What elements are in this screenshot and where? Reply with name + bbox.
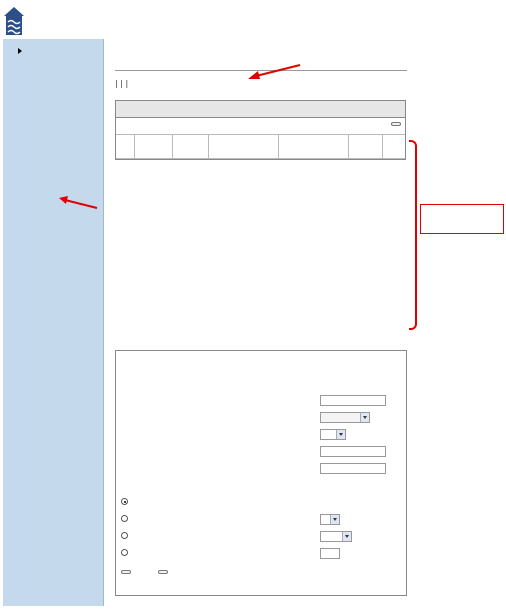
radio-icon — [121, 515, 128, 522]
direction-select[interactable] — [320, 412, 370, 423]
radio-custom-value[interactable] — [121, 548, 130, 558]
ip-address-input[interactable] — [320, 395, 386, 406]
rules-table — [116, 134, 405, 159]
col-destination-port — [278, 135, 348, 159]
create-rule-panel — [115, 350, 407, 596]
ip-precedence-select[interactable] — [320, 514, 340, 525]
radio-icon — [121, 532, 128, 539]
custom-value-input[interactable] — [320, 548, 340, 559]
chevron-down-icon — [360, 413, 369, 422]
triangle-bullet-icon — [18, 48, 22, 54]
annotation-bracket — [409, 140, 417, 330]
annotation-arrow-rules-icon — [244, 62, 304, 82]
radio-selected-icon — [121, 498, 128, 505]
col-dscp — [382, 135, 405, 159]
edgewater-logo — [3, 4, 107, 40]
col-protocol — [348, 135, 382, 159]
rules-select-bar — [116, 118, 405, 134]
radio-expedited-forwarding[interactable] — [121, 497, 130, 507]
annotation-arrow-advanced-icon — [57, 193, 99, 213]
destination-port-input[interactable] — [320, 463, 386, 474]
reset-button[interactable] — [158, 570, 168, 574]
chevron-down-icon — [336, 430, 345, 439]
col-ip-address — [172, 135, 208, 159]
config-sidebar — [3, 39, 104, 606]
col-source-port — [208, 135, 278, 159]
subnav: | | | — [115, 79, 129, 88]
col-select — [116, 135, 134, 159]
col-direction — [134, 135, 172, 159]
assured-forwarding-select[interactable] — [320, 531, 352, 542]
delete-button[interactable] — [391, 122, 401, 126]
rules-title — [116, 101, 405, 118]
classification-rules-panel — [115, 100, 406, 160]
logo-mark-icon — [3, 6, 25, 36]
radio-ip-precedence[interactable] — [121, 514, 130, 524]
radio-assured-forwarding[interactable] — [121, 531, 130, 541]
protocol-select[interactable] — [320, 429, 346, 440]
annotation-label — [420, 204, 504, 234]
source-port-input[interactable] — [320, 446, 386, 457]
radio-icon — [121, 549, 128, 556]
chevron-down-icon — [330, 515, 339, 524]
commit-button[interactable] — [121, 570, 131, 574]
rules-header-row — [116, 135, 405, 159]
chevron-down-icon — [342, 532, 351, 541]
